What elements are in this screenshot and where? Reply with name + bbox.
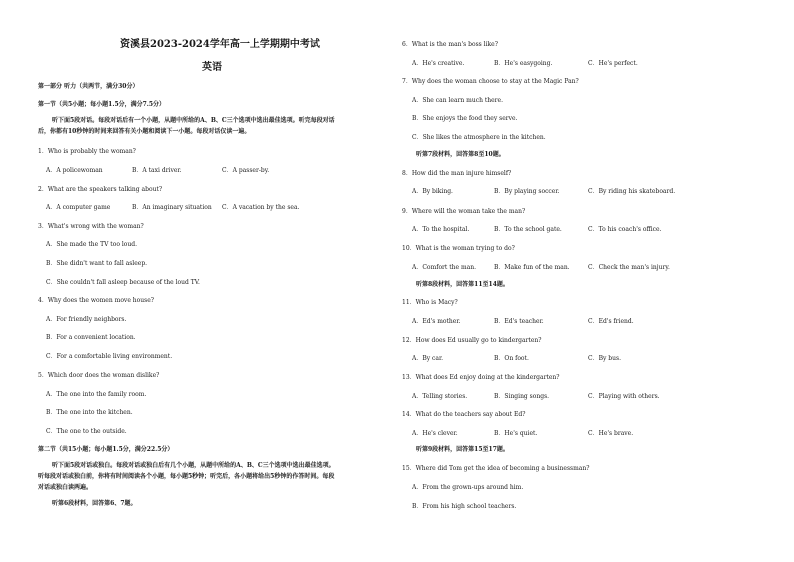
q13-option-b: B．Singing songs. [494, 393, 550, 400]
q12-option-a: A．By car. [412, 355, 444, 362]
q9-option-b: B．To the school gate. [494, 226, 562, 233]
part1-heading: 第一部分 听力（共两节，满分30分） [38, 83, 139, 90]
exam-subject: 英语 [202, 62, 222, 73]
section2-instruction-line3: 对话或独白读两遍。 [38, 484, 93, 491]
section2-heading: 第二节（共15小题；每小题1.5分，满分22.5分） [38, 446, 174, 453]
q5-option-b: B．The one into the kitchen. [46, 409, 133, 416]
section1-instruction-line2: 后，你都有10秒钟的时间来回答有关小题和阅读下一小题。每段对话仅读一遍。 [38, 128, 251, 135]
q5-option-a: A．The one into the family room. [46, 391, 147, 398]
question-11: 11．Who is Macy? [402, 299, 458, 306]
section2-instruction-line1: 听下面5段对话或独白。每段对话或独白后有几个小题，从题中所给的A、B、C三个选项中选出最佳选项。 [52, 462, 335, 469]
question-7: 7．Why does the woman choose to stay at the Magic Pan? [402, 78, 579, 85]
q12-option-b: B．On foot. [494, 355, 529, 362]
q10-option-a: A．Comfort the man. [412, 264, 477, 271]
q8-option-c: C．By riding his skateboard. [588, 188, 676, 195]
question-10: 10．What is the woman trying to do? [402, 245, 515, 252]
section1-heading: 第一节（共5小题；每小题1.5分，满分7.5分） [38, 101, 166, 108]
question-12: 12．How does Ed usually go to kindergarten? [402, 337, 542, 344]
question-6: 6．What is the man's boss like? [402, 41, 498, 48]
question-3: 3．What's wrong with the woman? [38, 223, 144, 230]
q14-option-a: A．He's clever. [412, 430, 458, 437]
question-9: 9．Where will the woman take the man? [402, 208, 526, 215]
q3-option-b: B．She didn't want to fall asleep. [46, 260, 148, 267]
question-5: 5．Which door does the woman dislike? [38, 372, 160, 379]
q15-option-a: A．From the grown-ups around him. [412, 484, 524, 491]
q3-option-a: A．She made the TV too loud. [46, 241, 137, 248]
q6-option-c: C．He's perfect. [588, 60, 638, 67]
q4-option-a: A．For friendly neighbors. [46, 316, 127, 323]
question-15: 15．Where did Tom get the idea of becoming a businessman? [402, 465, 590, 472]
q14-option-b: B．He's quiet. [494, 430, 538, 437]
q10-option-c: C．Check the man's injury. [588, 264, 670, 271]
q6-option-a: A．He's creative. [412, 60, 465, 67]
exam-title: 资溪县2023-2024学年高一上学期期中考试 [120, 39, 320, 50]
q9-option-a: A．To the hospital. [412, 226, 470, 233]
q8-option-a: A．By biking. [412, 188, 453, 195]
q10-option-b: B．Make fun of the man. [494, 264, 570, 271]
question-2: 2．What are the speakers talking about? [38, 186, 163, 193]
q4-option-c: C．For a comfortable living environment. [46, 353, 173, 360]
listen-passage-8: 听第8段材料，回答第11至14题。 [416, 281, 509, 288]
q2-option-a: A．A computer game [46, 204, 111, 211]
q11-option-a: A．Ed's mother. [412, 318, 461, 325]
q1-option-b: B．A taxi driver. [132, 167, 182, 174]
question-1: 1．Who is probably the woman? [38, 148, 136, 155]
q3-option-c: C．She couldn't fall asleep because of the loud TV. [46, 279, 200, 286]
listen-passage-7: 听第7段材料，回答第8至10题。 [416, 151, 505, 158]
q5-option-c: C．The one to the outside. [46, 428, 127, 435]
q9-option-c: C．To his coach's office. [588, 226, 662, 233]
q8-option-b: B．By playing soccer. [494, 188, 560, 195]
question-14: 14．What do the teachers say about Ed? [402, 411, 526, 418]
q1-option-a: A．A policewoman [46, 167, 103, 174]
q11-option-c: C．Ed's friend. [588, 318, 634, 325]
listen-passage-9: 听第9段材料，回答第15至17题。 [416, 446, 509, 453]
q13-option-c: C．Playing with others. [588, 393, 660, 400]
q6-option-b: B．He's easygoing. [494, 60, 553, 67]
q7-option-a: A．She can learn much there. [412, 97, 503, 104]
q1-option-c: C．A passer-by. [222, 167, 270, 174]
q2-option-c: C．A vacation by the sea. [222, 204, 300, 211]
q4-option-b: B．For a convenient location. [46, 334, 136, 341]
q7-option-c: C．She likes the atmosphere in the kitchen. [412, 134, 546, 141]
question-13: 13．What does Ed enjoy doing at the kindergarten? [402, 374, 560, 381]
section1-instruction-line1: 听下面5段对话。每段对话后有一个小题，从题中所给的A、B、C三个选项中选出最佳选项。听完每段对话 [52, 117, 335, 124]
question-8: 8．How did the man injure himself? [402, 170, 512, 177]
section2-instruction-line2: 听每段对话或独白前，你将有时间阅读各个小题，每小题5秒钟；听完后，各小题将给出5秒钟的作答时间。每段 [38, 473, 335, 480]
q7-option-b: B．She enjoys the food they serve. [412, 115, 518, 122]
q12-option-c: C．By bus. [588, 355, 621, 362]
q14-option-c: C．He's brave. [588, 430, 634, 437]
listen-passage-6: 听第6段材料，回答第6、7题。 [52, 500, 137, 507]
q2-option-b: B．An imaginary situation [132, 204, 212, 211]
q15-option-b: B．From his high school teachers. [412, 503, 517, 510]
q11-option-b: B．Ed's teacher. [494, 318, 544, 325]
q13-option-a: A．Telling stories. [412, 393, 468, 400]
question-4: 4．Why does the women move house? [38, 297, 154, 304]
